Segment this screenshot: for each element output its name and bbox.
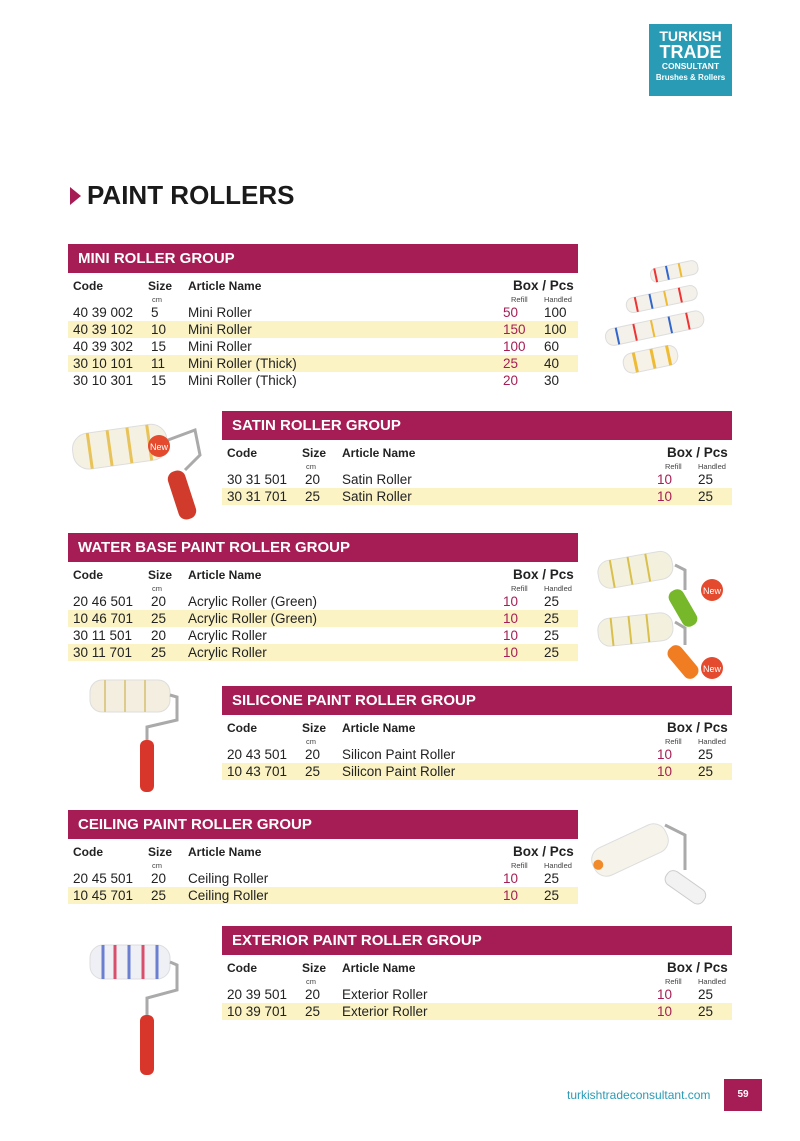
article-code: 10 45 701 [73,888,134,903]
handled-qty: 100 [544,322,567,337]
refill-qty: 10 [503,871,519,886]
handled-qty: 100 [544,305,567,320]
footer-url[interactable]: turkishtradeconsultant.com [567,1088,711,1102]
table-row [68,870,578,887]
size-unit-label: cm [306,737,316,746]
table-row [68,593,578,610]
water-base-rollers-image [590,540,740,685]
table-row [68,372,578,389]
group-silicone-roller [222,686,732,780]
article-name: Mini Roller [188,339,252,354]
refill-label: Refill [665,462,682,471]
article-name: Satin Roller [342,472,412,487]
column-sublabel-row [68,295,578,304]
column-sublabel-row [68,861,578,870]
handled-qty: 25 [544,611,560,626]
refill-qty: 100 [503,339,526,354]
refill-label: Refill [665,737,682,746]
group-title: SATIN ROLLER GROUP [222,411,732,440]
column-size-header: Size [148,845,173,859]
article-code: 30 31 701 [227,489,288,504]
handled-label: Handled [698,462,726,471]
column-code-header: Code [227,721,257,735]
refill-qty: 10 [503,594,519,609]
handled-label: Handled [544,295,572,304]
article-name: Acrylic Roller (Green) [188,611,318,626]
article-code: 40 39 102 [73,322,134,337]
article-code: 10 39 701 [227,1004,288,1019]
refill-label: Refill [511,295,528,304]
refill-qty: 20 [503,373,519,388]
article-code: 30 11 701 [73,645,133,660]
handled-label: Handled [544,861,572,870]
article-size: 25 [305,764,321,779]
article-size: 20 [151,628,167,643]
column-name-header: Article Name [188,279,262,293]
refill-qty: 10 [657,764,673,779]
article-name: Silicon Paint Roller [342,764,456,779]
article-size: 5 [151,305,159,320]
article-code: 40 39 002 [73,305,134,320]
refill-qty: 150 [503,322,526,337]
table-row [68,355,578,372]
size-unit-label: cm [306,462,316,471]
page-title [70,180,295,211]
column-code-header: Code [73,845,103,859]
article-size: 20 [305,747,321,762]
article-code: 20 46 501 [73,594,134,609]
new-badge-text: New [702,586,722,596]
silicone-roller-image [85,675,180,795]
size-unit-label: cm [152,861,162,870]
table-row [222,1003,732,1020]
refill-qty: 25 [503,356,519,371]
article-code: 20 39 501 [227,987,288,1002]
article-name: Acrylic Roller (Green) [188,594,318,609]
article-size: 11 [151,356,166,371]
column-name-header: Article Name [188,568,262,582]
column-code-header: Code [227,446,257,460]
table-row [68,321,578,338]
column-box-header: Box / Pcs [513,567,574,582]
handled-label: Handled [698,737,726,746]
group-title: SILICONE PAINT ROLLER GROUP [222,686,732,715]
handled-label: Handled [544,584,572,593]
article-name: Mini Roller [188,322,252,337]
group-satin-roller [222,411,732,505]
article-size: 20 [151,594,167,609]
article-code: 30 10 101 [73,356,134,371]
column-sublabel-row [222,737,732,746]
article-code: 30 31 501 [227,472,288,487]
page-number: 59 [724,1079,762,1111]
refill-qty: 10 [657,1004,673,1019]
logo-line: TRADE [659,42,722,62]
column-header-row [68,839,578,861]
column-size-header: Size [148,568,173,582]
column-sublabel-row [222,462,732,471]
table-row [68,887,578,904]
article-size: 20 [151,871,167,886]
article-name: Acrylic Roller [188,645,267,660]
article-size: 25 [151,888,167,903]
refill-qty: 10 [503,628,519,643]
article-code: 20 43 501 [227,747,288,762]
column-size-header: Size [302,721,327,735]
table-row [68,644,578,661]
group-mini-roller [68,244,578,389]
group-water-base-roller [68,533,578,661]
column-size-header: Size [302,961,327,975]
column-box-header: Box / Pcs [513,844,574,859]
article-size: 15 [151,339,167,354]
new-badge-text: New [702,664,722,674]
logo-line: CONSULTANT [661,61,720,71]
refill-qty: 10 [657,472,673,487]
article-name: Mini Roller (Thick) [188,356,297,371]
handled-qty: 25 [698,1004,714,1019]
refill-qty: 10 [657,489,673,504]
column-sublabel-row [68,584,578,593]
column-header-row [68,273,578,295]
page-title-text: PAINT ROLLERS [87,180,295,210]
article-name: Acrylic Roller [188,628,267,643]
article-size: 25 [305,1004,321,1019]
column-header-row [68,562,578,584]
article-name: Satin Roller [342,489,412,504]
article-name: Mini Roller (Thick) [188,373,297,388]
article-size: 15 [151,373,167,388]
handled-qty: 25 [544,888,560,903]
article-size: 25 [151,611,167,626]
article-code: 30 10 301 [73,373,134,388]
handled-qty: 25 [698,472,714,487]
handled-qty: 25 [544,594,560,609]
article-name: Exterior Roller [342,1004,428,1019]
column-code-header: Code [73,568,103,582]
column-code-header: Code [227,961,257,975]
column-size-header: Size [302,446,327,460]
column-sublabel-row [222,977,732,986]
article-name: Silicon Paint Roller [342,747,456,762]
logo-line: Brushes & Rollers [655,73,726,82]
refill-label: Refill [665,977,682,986]
handled-qty: 60 [544,339,560,354]
table-row [222,471,732,488]
article-name: Ceiling Roller [188,888,269,903]
article-code: 40 39 302 [73,339,134,354]
article-size: 20 [305,472,321,487]
new-badge-text: New [149,442,169,452]
column-box-header: Box / Pcs [667,445,728,460]
handled-label: Handled [698,977,726,986]
article-name: Ceiling Roller [188,871,269,886]
handled-qty: 40 [544,356,560,371]
column-box-header: Box / Pcs [667,960,728,975]
refill-qty: 10 [503,888,519,903]
refill-qty: 10 [503,611,519,626]
table-row [68,338,578,355]
article-code: 10 43 701 [227,764,288,779]
article-name: Exterior Roller [342,987,428,1002]
title-arrow-icon [70,187,81,205]
table-row [68,304,578,321]
column-code-header: Code [73,279,103,293]
handled-qty: 25 [544,871,560,886]
table-row [68,610,578,627]
handled-qty: 25 [544,628,560,643]
handled-qty: 30 [544,373,560,388]
article-code: 30 11 501 [73,628,133,643]
group-title: CEILING PAINT ROLLER GROUP [68,810,578,839]
column-size-header: Size [148,279,173,293]
handled-qty: 25 [698,764,714,779]
refill-label: Refill [511,861,528,870]
column-box-header: Box / Pcs [667,720,728,735]
column-name-header: Article Name [342,721,416,735]
article-size: 25 [305,489,321,504]
article-size: 25 [151,645,167,660]
column-name-header: Article Name [188,845,262,859]
size-unit-label: cm [306,977,316,986]
group-title: MINI ROLLER GROUP [68,244,578,273]
column-name-header: Article Name [342,961,416,975]
size-unit-label: cm [152,584,162,593]
article-size: 10 [151,322,167,337]
group-ceiling-roller [68,810,578,904]
column-name-header: Article Name [342,446,416,460]
refill-qty: 10 [657,747,673,762]
mini-rollers-image [595,255,720,385]
article-size: 20 [305,987,321,1002]
table-row [222,488,732,505]
refill-qty: 10 [657,987,673,1002]
table-row [222,763,732,780]
refill-qty: 10 [503,645,519,660]
ceiling-roller-image [585,820,735,915]
article-code: 20 45 501 [73,871,134,886]
column-header-row [222,955,732,977]
logo-line: TURKISH [659,28,722,44]
article-code: 10 46 701 [73,611,134,626]
group-title: EXTERIOR PAINT ROLLER GROUP [222,926,732,955]
group-title: WATER BASE PAINT ROLLER GROUP [68,533,578,562]
article-name: Mini Roller [188,305,252,320]
size-unit-label: cm [152,295,162,304]
column-header-row [222,440,732,462]
table-row [222,986,732,1003]
satin-roller-image [65,410,215,525]
brand-logo [649,24,732,96]
handled-qty: 25 [544,645,560,660]
column-header-row [222,715,732,737]
handled-qty: 25 [698,489,714,504]
handled-qty: 25 [698,747,714,762]
table-row [222,746,732,763]
refill-qty: 50 [503,305,519,320]
exterior-roller-image [85,940,180,1080]
refill-label: Refill [511,584,528,593]
group-exterior-roller [222,926,732,1020]
table-row [68,627,578,644]
column-box-header: Box / Pcs [513,278,574,293]
handled-qty: 25 [698,987,714,1002]
